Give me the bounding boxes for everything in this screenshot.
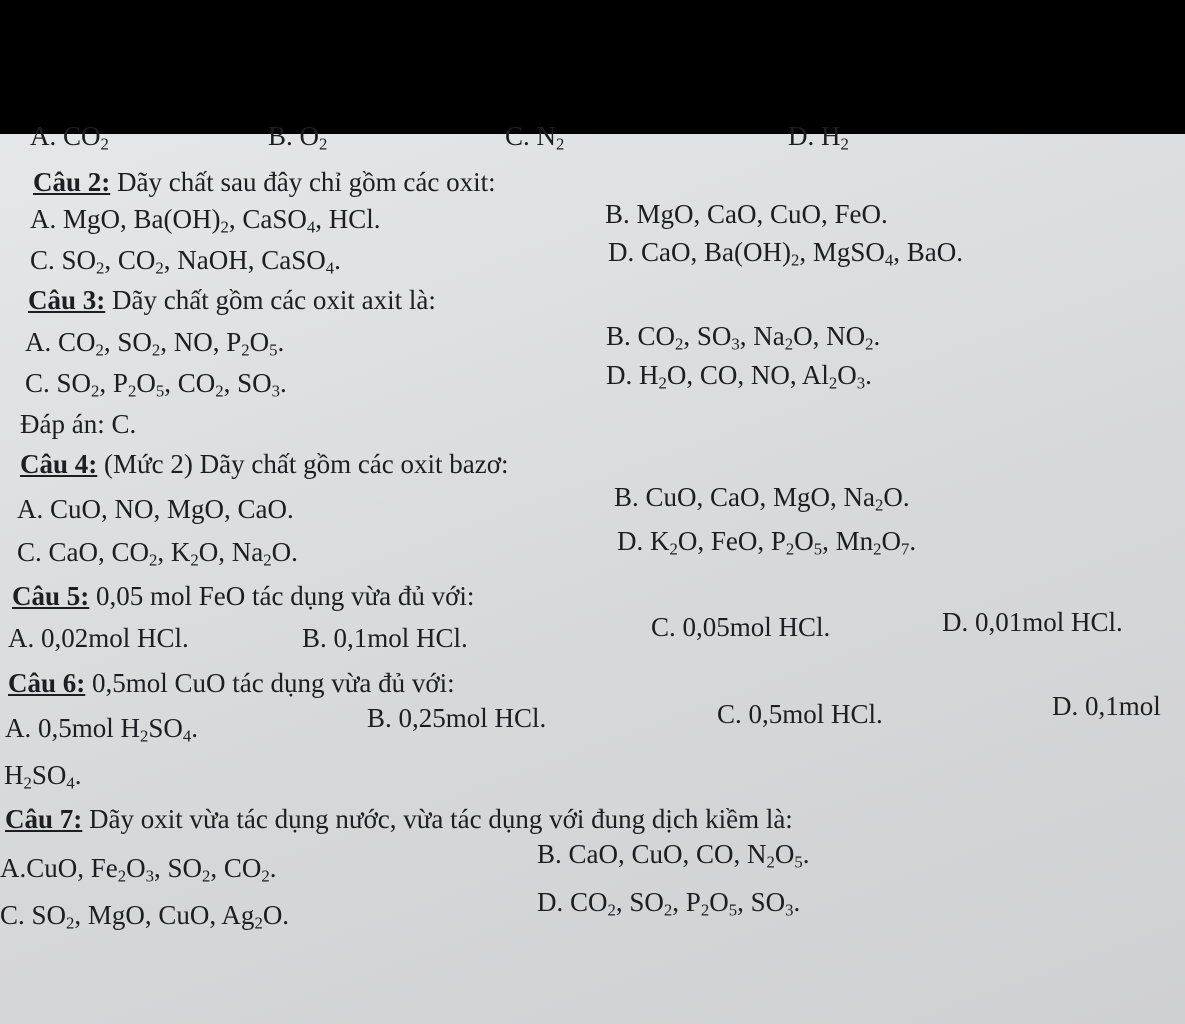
formula-text: O, NO	[793, 321, 866, 351]
question-text: 0,05 mol FeO tác dụng vừa đủ với:	[96, 581, 475, 611]
formula-subscript: 2	[875, 495, 884, 515]
formula-subscript: 2	[241, 340, 250, 360]
formula-text: , HCl.	[315, 204, 381, 234]
formula-text: O	[249, 327, 270, 357]
formula-text: H	[4, 760, 24, 790]
formula-subscript: 2	[149, 550, 158, 570]
formula-text: O.	[271, 537, 298, 567]
formula-text: , K	[157, 537, 191, 567]
formula-text: , CO	[164, 368, 216, 398]
formula-subscript: 2	[202, 866, 211, 886]
formula-text: C. SO	[30, 245, 97, 275]
question-4	[20, 448, 509, 480]
worksheet-page	[0, 121, 1185, 1024]
q5-option-d: D. 0,01mol HCl.	[942, 607, 1123, 637]
formula-subscript: 2	[151, 340, 161, 360]
formula-subscript: 2	[785, 539, 795, 559]
formula-text: D. CO	[537, 887, 608, 917]
q4-option-a	[17, 493, 294, 525]
formula-subscript: 5	[728, 900, 738, 920]
q2-option-b	[605, 198, 888, 230]
formula-text: D. CaO, Ba(OH)	[608, 237, 791, 267]
formula-text: C. SO	[25, 368, 92, 398]
formula-text: , SO	[683, 321, 732, 351]
question-2	[33, 166, 496, 198]
formula-subscript: 2	[117, 866, 127, 886]
formula-text: B. CaO, CuO, CO, N	[537, 839, 767, 869]
formula-text: O.	[262, 900, 290, 930]
formula-text: .	[802, 839, 810, 869]
q7-option-c	[0, 899, 289, 931]
q5-option-c: C. 0,05mol HCl.	[651, 612, 831, 642]
question-label: Câu 3:	[28, 285, 106, 315]
q2-option-a	[30, 203, 381, 235]
formula-text: .	[191, 713, 199, 743]
formula-text: .	[334, 245, 341, 275]
formula-subscript: 2	[261, 866, 270, 886]
formula-text: , NO, P	[160, 327, 242, 357]
formula-subscript: 5	[155, 381, 165, 401]
q5-option-b: B. 0,1mol HCl.	[302, 623, 468, 653]
formula-text: , CO	[104, 245, 156, 275]
formula-text: O	[837, 360, 857, 390]
top-option-a: A. $CO_2$	[30, 121, 109, 154]
formula-subscript: 5	[813, 539, 823, 559]
formula-subscript: 3	[785, 900, 794, 920]
formula-text: B. CuO, CaO, MgO, Na	[614, 482, 875, 512]
formula-text: A.CuO, Fe	[0, 853, 118, 883]
top-option-b: B. $O_2$	[268, 121, 328, 154]
question-text: (Mức 2) Dãy chất gồm các oxit bazơ:	[97, 449, 509, 479]
formula-text: O	[709, 887, 729, 917]
q3-option-b	[606, 320, 880, 352]
q7-option-a	[0, 852, 277, 884]
formula-text: D. K	[617, 526, 670, 556]
formula-subscript: 2	[607, 900, 616, 920]
formula-subscript: 3	[731, 334, 740, 354]
question-7	[5, 803, 793, 835]
formula-text: .	[269, 853, 277, 883]
formula-subscript: 2	[95, 340, 104, 360]
formula-text: , Mn	[822, 526, 874, 556]
question-label: Câu 6:	[8, 668, 86, 698]
formula-text: O.	[883, 482, 910, 512]
q6-option-a	[5, 712, 198, 744]
q3-option-c	[25, 367, 287, 399]
q7-option-b	[537, 838, 810, 870]
formula-subscript: 2	[663, 900, 673, 920]
formula-subscript: 2	[675, 334, 684, 354]
formula-subscript: 7	[901, 539, 910, 559]
q6-option-d-continued	[4, 759, 82, 791]
formula-text: D. H	[606, 360, 659, 390]
formula-subscript: 5	[794, 852, 803, 872]
formula-text: A. CO	[25, 327, 96, 357]
formula-text: A. CuO, NO, MgO, CaO.	[17, 494, 294, 524]
formula-subscript: 2	[263, 550, 272, 570]
q6-option-d: D. 0,1mol	[1052, 691, 1161, 721]
formula-subscript: 2	[828, 373, 838, 393]
q3-option-a	[25, 326, 284, 358]
formula-subscript: 4	[325, 258, 335, 278]
formula-subscript: 2	[66, 913, 75, 933]
q7-option-d	[537, 886, 800, 918]
formula-subscript: 2	[254, 913, 263, 933]
q2-option-d	[608, 236, 963, 268]
formula-text: , SO	[223, 368, 272, 398]
formula-subscript: 2	[658, 373, 667, 393]
formula-text: , BaO.	[893, 237, 963, 267]
formula-text: , P	[99, 368, 128, 398]
q6-option-b: B. 0,25mol HCl.	[367, 703, 547, 733]
formula-text: O, CO, NO, Al	[666, 360, 829, 390]
black-top-band	[0, 0, 1185, 134]
formula-subscript: 3	[145, 866, 155, 886]
formula-text: B. MgO, CaO, CuO, FeO.	[605, 199, 888, 229]
question-text: Dãy chất sau đây chỉ gồm các oxit:	[117, 167, 496, 197]
question-label: Câu 2:	[33, 167, 111, 197]
formula-text: A. 0,5mol H	[5, 713, 140, 743]
formula-text: , SO	[154, 853, 203, 883]
formula-text: O, Na	[198, 537, 264, 567]
formula-subscript: 2	[155, 258, 164, 278]
formula-subscript: 2	[190, 550, 199, 570]
formula-subscript: 4	[66, 773, 75, 793]
top-option-c: C. $N_2$	[505, 121, 565, 154]
formula-subscript: 2	[784, 334, 794, 354]
formula-subscript: 2	[873, 539, 882, 559]
formula-subscript: 4	[182, 726, 192, 746]
q3-option-d	[606, 359, 872, 391]
formula-text: , P	[672, 887, 701, 917]
question-6	[8, 667, 455, 699]
formula-text: , NaOH, CaSO	[163, 245, 326, 275]
formula-text: C. SO	[0, 900, 67, 930]
formula-text: SO	[148, 713, 183, 743]
formula-subscript: 2	[96, 258, 105, 278]
formula-text: SO	[31, 760, 67, 790]
formula-subscript: 2	[91, 381, 100, 401]
answer-text: Đáp án: C.	[20, 409, 137, 439]
formula-text: .	[909, 526, 917, 556]
formula-text: .	[279, 368, 287, 398]
formula-text: O	[136, 368, 156, 398]
formula-text: O	[881, 526, 902, 556]
formula-text: , CO	[210, 853, 262, 883]
question-label: Câu 7:	[5, 804, 83, 834]
formula-subscript: 2	[23, 773, 32, 793]
formula-text: .	[873, 321, 881, 351]
formula-text: , SO	[615, 887, 664, 917]
formula-text: , SO	[737, 887, 786, 917]
formula-subscript: 2	[127, 381, 137, 401]
question-text: Dãy chất gồm các oxit axit là:	[112, 285, 436, 315]
formula-text: O	[126, 853, 146, 883]
formula-subscript: 3	[856, 373, 866, 393]
q2-option-c	[30, 244, 341, 276]
formula-subscript: 5	[269, 340, 278, 360]
formula-subscript: 2	[766, 852, 775, 872]
formula-text: .	[277, 327, 285, 357]
formula-text: , CaSO	[228, 204, 307, 234]
question-3	[28, 284, 436, 316]
question-text: 0,5mol CuO tác dụng vừa đủ với:	[92, 668, 455, 698]
formula-subscript: 2	[865, 334, 874, 354]
formula-subscript: 2	[215, 381, 224, 401]
question-text: Dãy oxit vừa tác dụng nước, vừa tác dụng với đung dịch kiềm là:	[89, 804, 793, 834]
formula-text: , MgSO	[799, 237, 885, 267]
question-label: Câu 4:	[20, 449, 98, 479]
formula-text: , MgO, CuO, Ag	[74, 900, 255, 930]
formula-text: , SO	[103, 327, 152, 357]
formula-text: , Na	[739, 321, 785, 351]
formula-text: O, FeO, P	[677, 526, 786, 556]
formula-subscript: 2	[220, 217, 229, 237]
formula-text: C. CaO, CO	[17, 537, 150, 567]
question-5	[12, 580, 474, 612]
formula-subscript: 2	[140, 726, 149, 746]
q5-option-a: A. 0,02mol HCl.	[8, 623, 189, 653]
q6-option-c: C. 0,5mol HCl.	[717, 699, 883, 729]
q4-option-d	[617, 525, 916, 557]
formula-subscript: 2	[790, 250, 800, 270]
formula-subscript: 4	[884, 250, 894, 270]
formula-subscript: 2	[669, 539, 678, 559]
top-option-d: D. $H_2$	[788, 121, 849, 154]
formula-text: .	[865, 360, 872, 390]
question-label: Câu 5:	[12, 581, 90, 611]
formula-text: A. MgO, Ba(OH)	[30, 204, 221, 234]
formula-subscript: 4	[306, 217, 316, 237]
formula-text: .	[74, 760, 82, 790]
q4-option-c	[17, 536, 298, 568]
formula-text: .	[793, 887, 801, 917]
formula-text: O	[794, 526, 814, 556]
q4-option-b	[614, 481, 910, 513]
formula-subscript: 3	[271, 381, 280, 401]
formula-text: O	[774, 839, 795, 869]
formula-subscript: 2	[700, 900, 710, 920]
formula-text: B. CO	[606, 321, 676, 351]
